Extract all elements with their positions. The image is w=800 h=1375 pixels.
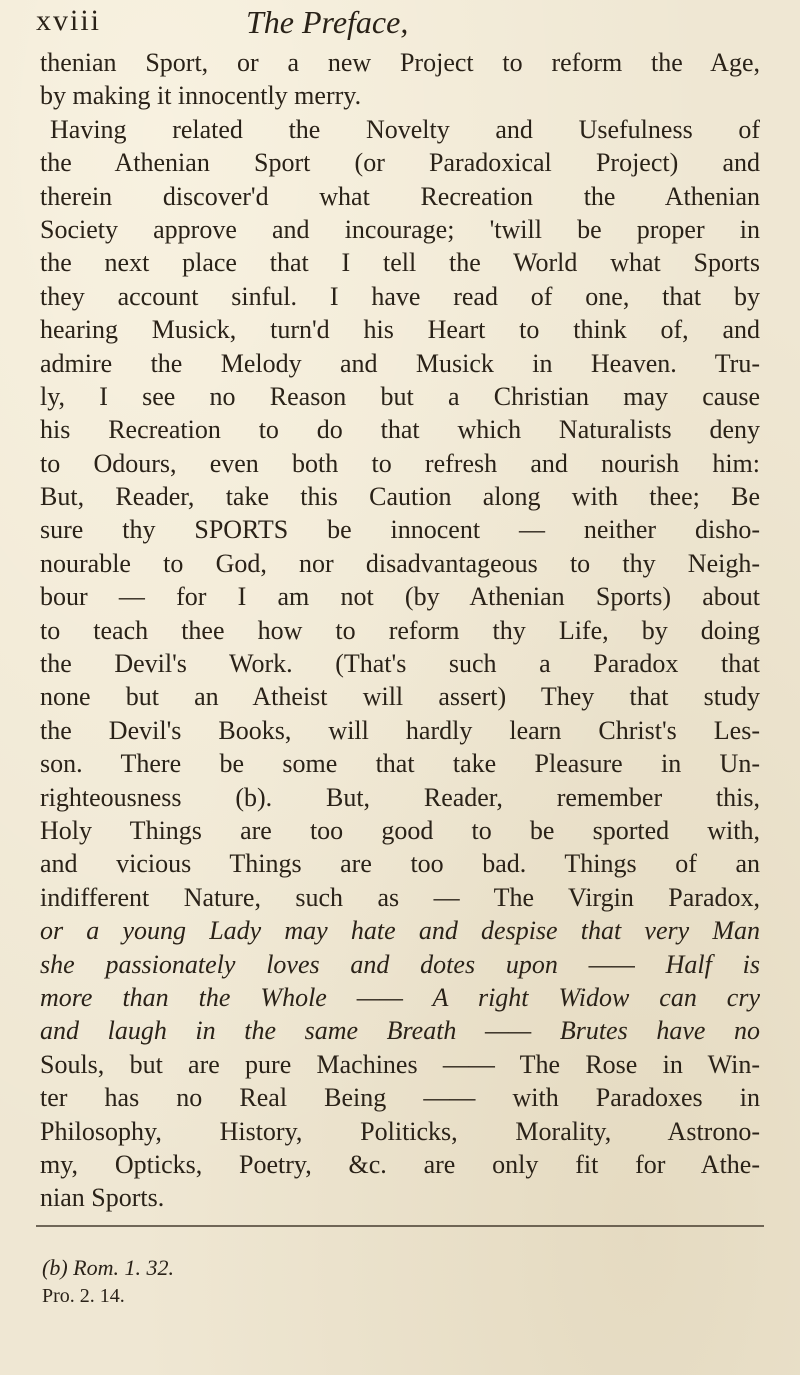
- text-line: by making it innocently merry.: [40, 81, 362, 111]
- text-line: and laugh in the same Breath —— Brutes have no: [40, 1016, 760, 1046]
- text-line: Having related the Novelty and Usefulness of: [50, 114, 760, 144]
- text-line: sure thy SPORTS be innocent — neither disho-: [40, 515, 760, 545]
- text-line: to teach thee how to reform thy Life, by doing: [40, 615, 760, 645]
- text-line: hearing Musick, turn'd his Heart to think of, and: [40, 315, 760, 345]
- text-line: therein discover'd what Recreation the Athenian: [40, 181, 760, 211]
- text-line: Holy Things are too good to be sported with,: [40, 815, 760, 845]
- text-line: his Recreation to do that which Naturalists deny: [40, 415, 760, 445]
- footnote: (b) Rom. 1. 32.: [42, 1255, 174, 1280]
- text-line: ly, I see no Reason but a Christian may cause: [40, 381, 760, 411]
- text-line: Society approve and incourage; 'twill be proper in: [40, 214, 760, 244]
- text-line: to Odours, even both to refresh and nourish him:: [40, 448, 760, 478]
- text-line: son. There be some that take Pleasure in Un-: [40, 749, 760, 779]
- text-line: But, Reader, take this Caution along with thee; Be: [40, 482, 760, 512]
- running-title: The Preface,: [246, 4, 409, 40]
- text-line: nourable to God, nor disadvantageous to thy Neigh-: [40, 548, 760, 578]
- text-line: nian Sports.: [40, 1183, 165, 1213]
- text-line: the next place that I tell the World what Sports: [40, 248, 760, 278]
- page-header: [36, 4, 764, 44]
- text-line: Philosophy, History, Politicks, Morality, Astrono-: [40, 1116, 760, 1146]
- text-line: the Athenian Sport (or Paradoxical Project) and: [40, 148, 760, 178]
- text-line: bour — for I am not (by Athenian Sports) about: [40, 582, 760, 612]
- text-line: ter has no Real Being —— with Paradoxes in: [40, 1083, 760, 1113]
- text-line: Souls, but are pure Machines —— The Rose in Win-: [40, 1049, 760, 1079]
- text-line: more than the Whole —— A right Widow can cry: [40, 982, 760, 1012]
- page-number: xviii: [36, 4, 102, 37]
- text-line: and vicious Things are too bad. Things of an: [40, 849, 760, 879]
- footnote-rule: [36, 1225, 764, 1227]
- text-line: or a young Lady may hate and despise that very Man: [40, 916, 760, 946]
- text-line: the Devil's Work. (That's such a Paradox that: [40, 649, 760, 679]
- text-line: righteousness (b). But, Reader, remember this,: [40, 782, 760, 812]
- text-line: the Devil's Books, will hardly learn Christ's Les-: [40, 715, 760, 745]
- footnote-continuation: Pro. 2. 14.: [42, 1285, 125, 1307]
- footnote-area: [36, 1225, 764, 1308]
- text-line: none but an Atheist will assert) They that study: [40, 682, 760, 712]
- text-line: admire the Melody and Musick in Heaven. Tru-: [40, 348, 760, 378]
- body-text: [40, 46, 760, 1215]
- text-line: she passionately loves and dotes upon —— Half is: [40, 949, 760, 979]
- text-line: they account sinful. I have read of one, that by: [40, 281, 760, 311]
- text-line: thenian Sport, or a new Project to reform the Age,: [40, 48, 760, 77]
- text-line: my, Opticks, Poetry, &c. are only fit for Athe-: [40, 1149, 760, 1179]
- text-line: indifferent Nature, such as — The Virgin Paradox,: [40, 882, 760, 912]
